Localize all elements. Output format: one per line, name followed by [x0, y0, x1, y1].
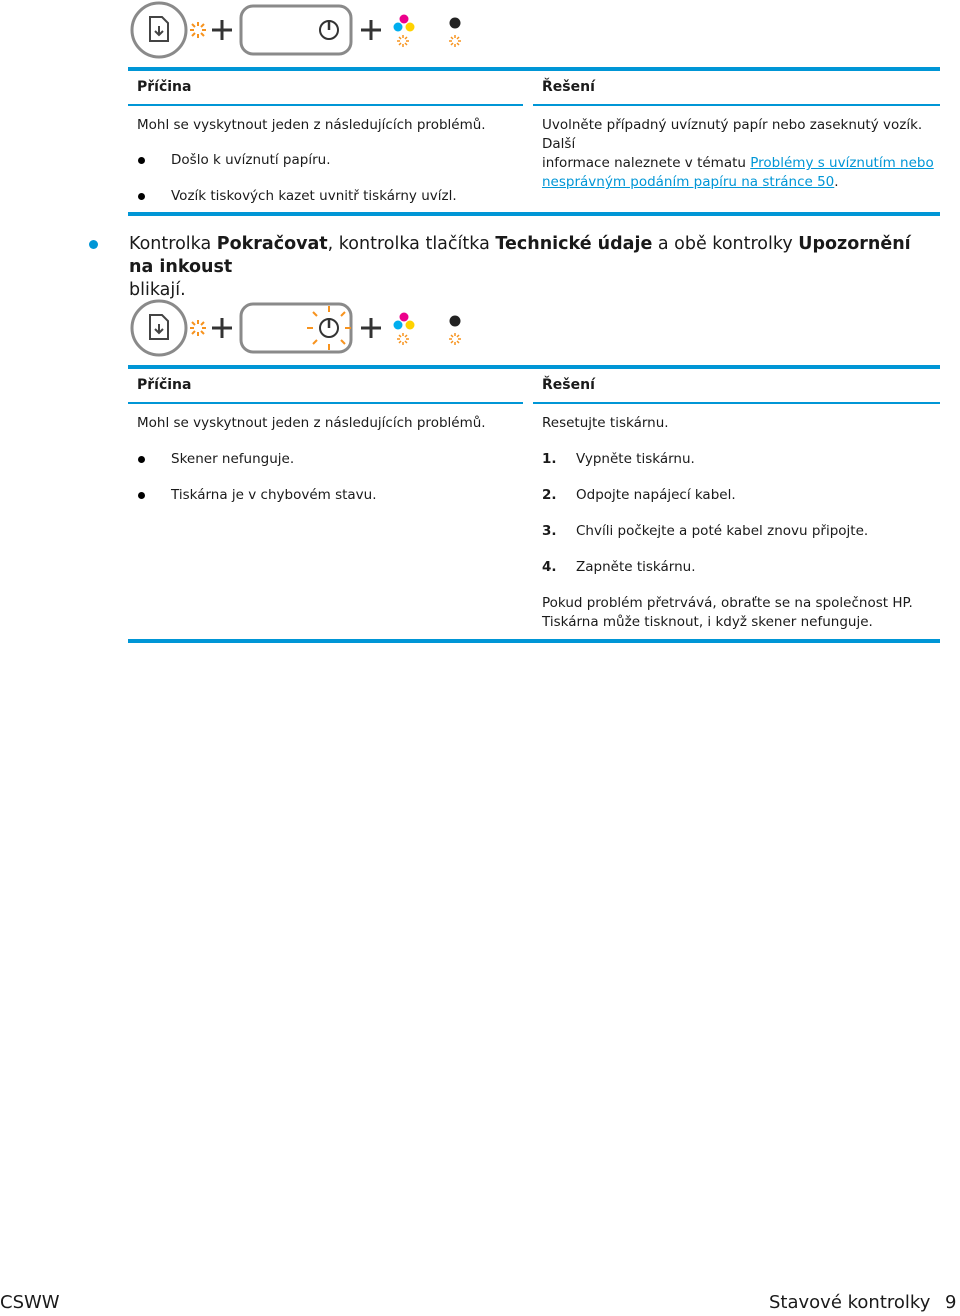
- resume-light-icon: [190, 22, 206, 38]
- control-panel-illustration-2: [128, 298, 473, 360]
- text: Kontrolka: [129, 234, 217, 254]
- color-ink-icon: [394, 313, 415, 330]
- text: a obě kontrolky: [652, 234, 799, 254]
- table2-cause-item: Skener nefunguje.: [171, 451, 295, 467]
- resume-light-icon: [190, 320, 206, 336]
- footer-section-title: Stavové kontrolky: [769, 1292, 931, 1313]
- plus-icon: [212, 318, 232, 338]
- solution-line-2: informace naleznete v tématu: [542, 155, 751, 171]
- black-ink-alert-light-icon: [449, 35, 461, 47]
- step-number: 2.: [542, 487, 557, 503]
- table1-solution-text: [542, 116, 937, 192]
- bullet-icon: [138, 157, 145, 164]
- section-bullet-icon: [89, 240, 98, 249]
- text: blikají.: [129, 280, 186, 300]
- solution-line-1: Uvolněte případný uvíznutý papír nebo zaseknutý vozík. Další: [542, 117, 923, 152]
- footer-page-number: 9: [945, 1292, 957, 1313]
- table2-bottom-rule: [128, 639, 940, 643]
- bullet-icon: [138, 456, 145, 463]
- table1-cause-intro: Mohl se vyskytnout jeden z následujících problémů.: [137, 117, 486, 133]
- table2-top-rule: [128, 365, 940, 369]
- black-ink-icon: [450, 18, 461, 29]
- text: , kontrolka tlačítka: [327, 234, 496, 254]
- jam-help-link[interactable]: Problémy s uvíznutím nebo: [750, 155, 934, 171]
- table2-header-rule: [128, 402, 523, 404]
- footer-doc-code: CSWW: [0, 1292, 60, 1313]
- table2-header-rule-right: [533, 402, 940, 404]
- step-number: 3.: [542, 523, 557, 539]
- black-ink-alert-light-icon: [449, 333, 461, 345]
- control-panel-illustration-1: [128, 0, 473, 62]
- table1-top-rule: [128, 67, 940, 71]
- step-number: 4.: [542, 559, 557, 575]
- table2-cause-intro: Mohl se vyskytnout jeden z následujících problémů.: [137, 415, 486, 431]
- plus-icon: [212, 20, 232, 40]
- table2-solution-intro: Resetujte tiskárnu.: [542, 415, 669, 431]
- note-line: Pokud problém přetrvává, obraťte se na společnost HP.: [542, 595, 913, 611]
- table1-bottom-rule: [128, 212, 940, 216]
- step-text: Zapněte tiskárnu.: [576, 559, 696, 575]
- step-text: Vypněte tiskárnu.: [576, 451, 695, 467]
- resume-term: Pokračovat: [216, 234, 328, 254]
- color-ink-alert-light-icon: [397, 333, 409, 345]
- information-term: Technické údaje: [495, 234, 653, 254]
- table2-cause-item: Tiskárna je v chybovém stavu.: [171, 487, 377, 503]
- table1-header-rule: [128, 104, 523, 106]
- table2-cause-header: Příčina: [137, 377, 192, 393]
- table1-cause-item: Vozík tiskových kazet uvnitř tiskárny uvízl.: [171, 188, 457, 204]
- step-text: Chvíli počkejte a poté kabel znovu připojte.: [576, 523, 869, 539]
- bullet-icon: [138, 193, 145, 200]
- table1-cause-item: Došlo k uvíznutí papíru.: [171, 152, 331, 168]
- bullet-icon: [138, 492, 145, 499]
- ink-alert-term: Upozornění na inkoust: [129, 234, 911, 277]
- table1-header-rule-right: [533, 104, 940, 106]
- color-ink-alert-light-icon: [397, 35, 409, 47]
- solution-end: .: [834, 174, 839, 190]
- step-text: Odpojte napájecí kabel.: [576, 487, 736, 503]
- jam-help-link-cont[interactable]: nesprávným podáním papíru na stránce 50: [542, 174, 835, 190]
- table1-solution-header: Řešení: [542, 79, 595, 95]
- note-line: Tiskárna může tisknout, i když skener nefunguje.: [542, 614, 873, 630]
- step-number: 1.: [542, 451, 557, 467]
- table1-cause-header: Příčina: [137, 79, 192, 95]
- color-ink-icon: [394, 15, 415, 32]
- black-ink-icon: [450, 316, 461, 327]
- blink-description: [129, 233, 929, 302]
- table2-final-note: [542, 594, 913, 632]
- table2-solution-header: Řešení: [542, 377, 595, 393]
